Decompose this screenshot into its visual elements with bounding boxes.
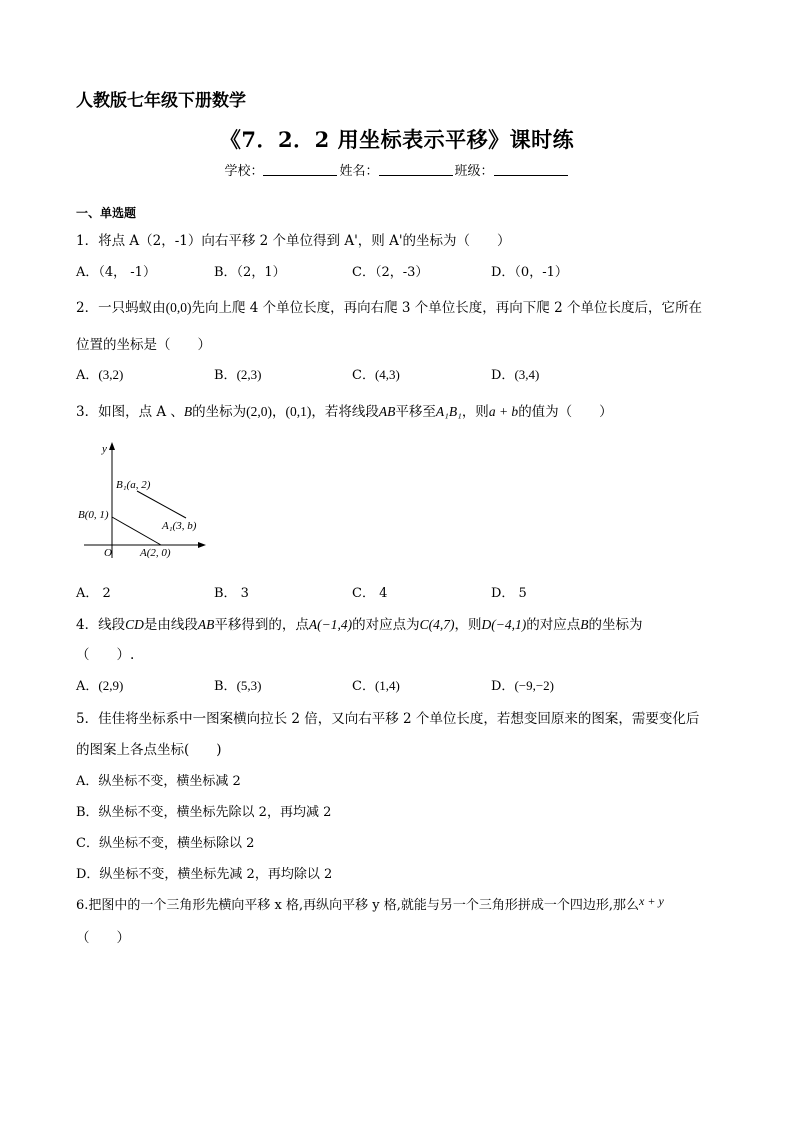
q3-comma: ， bbox=[272, 404, 286, 420]
q2-value-b: (2,3) bbox=[236, 367, 262, 382]
q3-text-f: 的值为（ ） bbox=[518, 404, 613, 420]
question-2-stem-line2: 位置的坐标是（ ） bbox=[76, 337, 211, 353]
q5-option-a[interactable]: A．纵坐标不变，横坐标减 2 bbox=[76, 774, 241, 789]
question-4-stem-line2: （ ）. bbox=[76, 647, 135, 663]
q4-value-d: (−9,−2) bbox=[514, 678, 555, 693]
q6-expression: x + y bbox=[639, 894, 664, 908]
q3-option-a[interactable]: A． 2 bbox=[76, 586, 111, 601]
origin-label: O bbox=[104, 547, 112, 559]
q3-var-b: B bbox=[183, 404, 193, 419]
question-6-stem-line2: （ ） bbox=[76, 930, 130, 946]
class-label: 班级： bbox=[454, 164, 494, 179]
segment-ab bbox=[112, 517, 161, 545]
publisher-heading: 人教版七年级下册数学 bbox=[76, 91, 246, 111]
q6-text-a: 6.把图中的一个三角形先横向平移 x 格,再纵向平移 y 格,就能与另一个三角形拼成一个四边形,那么 bbox=[76, 898, 640, 913]
question-4-stem-line1 bbox=[76, 613, 642, 633]
q3-text-b: 的坐标为 bbox=[192, 404, 247, 420]
y-axis-arrow bbox=[109, 442, 115, 450]
q4-value-a: (2,9) bbox=[98, 678, 124, 693]
q4-option-b[interactable] bbox=[214, 675, 261, 694]
q4-option-c[interactable] bbox=[352, 675, 400, 694]
class-blank[interactable] bbox=[494, 163, 568, 176]
q3-coord-a: (2,0) bbox=[246, 404, 273, 419]
q2-letter-d: D． bbox=[491, 368, 515, 383]
q4-point-a: A(−1,4) bbox=[308, 617, 353, 632]
q4-text-c: 平移得到的，点 bbox=[214, 617, 309, 633]
q3-segment-a1b1: A₁B₁ bbox=[435, 404, 462, 419]
q5-option-b[interactable]: B．纵坐标不变，横坐标先除以 2，再均减 2 bbox=[76, 805, 332, 820]
q4-value-c: (1,4) bbox=[374, 678, 400, 693]
q2-letter-c: C． bbox=[352, 368, 375, 383]
q4-letter-c: C． bbox=[352, 679, 375, 694]
q4-text-a: 4．线段 bbox=[76, 617, 126, 633]
school-blank[interactable] bbox=[263, 163, 337, 176]
label-a: A(2, 0) bbox=[140, 547, 171, 559]
label-a1: A₁(3, b) bbox=[162, 520, 197, 532]
q2-value-c: (4,3) bbox=[374, 367, 400, 382]
q3-text-a: 3．如图，点 A 、 bbox=[76, 404, 184, 420]
q2-letter-b: B． bbox=[214, 368, 237, 383]
q2-option-b[interactable] bbox=[214, 364, 261, 383]
q2-value-a: (3,2) bbox=[98, 367, 124, 382]
segment-a1b1 bbox=[137, 491, 186, 518]
q4-text-f: 的对应点 bbox=[526, 617, 581, 633]
q3-segment-ab: AB bbox=[378, 404, 396, 419]
question-5-stem-line1: 5．佳佳将坐标系中一图案横向拉长 2 倍，又向右平移 2 个单位长度，若想变回原来的图案，需要变化后 bbox=[76, 711, 700, 727]
q3-option-d[interactable]: D． 5 bbox=[491, 586, 527, 601]
q2-text-a: 2．一只蚂蚁由 bbox=[76, 300, 166, 316]
q1-option-b[interactable]: B．（2，1） bbox=[214, 265, 286, 280]
q3-text-c: ，若将线段 bbox=[311, 404, 379, 420]
q4-text-b: 是由线段 bbox=[143, 617, 198, 633]
q4-point-c: C(4,7) bbox=[419, 617, 455, 632]
label-b: B(0, 1) bbox=[78, 509, 109, 521]
page-title: 《7．2．2 用坐标表示平移》课时练 bbox=[219, 127, 575, 152]
q4-text-e: ，则 bbox=[454, 617, 482, 633]
q1-option-d[interactable]: D．（0，-1） bbox=[491, 265, 568, 280]
q3-option-b[interactable]: B． 3 bbox=[214, 586, 249, 601]
label-b1: B₁(a, 2) bbox=[116, 479, 151, 491]
q2-option-a[interactable] bbox=[76, 364, 123, 383]
question-5-stem-line2: 的图案上各点坐标( ) bbox=[76, 742, 222, 758]
y-axis-label: y bbox=[102, 443, 107, 455]
q4-var-b: B bbox=[580, 617, 589, 632]
q2-option-d[interactable] bbox=[491, 364, 539, 383]
question-6-stem-line1 bbox=[76, 894, 664, 913]
name-label: 姓名： bbox=[339, 164, 379, 179]
q3-coord-b: (0,1) bbox=[285, 404, 312, 419]
q4-letter-b: B． bbox=[214, 679, 237, 694]
q4-segment-cd: CD bbox=[125, 617, 144, 632]
student-info-line bbox=[0, 160, 794, 179]
q2-start-point: (0,0) bbox=[165, 300, 192, 315]
question-1-stem: 1．将点 A（2，-1）向右平移 2 个单位得到 A'，则 A'的坐标为（ ） bbox=[76, 233, 511, 249]
q4-text-d: 的对应点为 bbox=[352, 617, 420, 633]
question-2-stem-line1 bbox=[76, 296, 702, 316]
q4-text-g: 的坐标为 bbox=[588, 617, 643, 633]
x-axis-arrow bbox=[198, 542, 206, 548]
q4-segment-ab: AB bbox=[197, 617, 215, 632]
q4-value-b: (5,3) bbox=[236, 678, 262, 693]
q3-expression: a + b bbox=[488, 404, 519, 419]
q4-option-a[interactable] bbox=[76, 675, 123, 694]
q3-text-d: 平移至 bbox=[395, 404, 436, 420]
q2-value-d: (3,4) bbox=[514, 367, 540, 382]
q4-letter-a: A． bbox=[76, 679, 99, 694]
q1-option-a[interactable]: A．（4， -1） bbox=[76, 265, 156, 280]
q1-option-c[interactable]: C．（2，-3） bbox=[352, 265, 429, 280]
q2-text-b: 先向上爬 4 个单位长度，再向右爬 3 个单位长度，再向下爬 2 个单位长度后，它所在 bbox=[191, 300, 702, 316]
q3-option-c[interactable]: C． 4 bbox=[352, 586, 388, 601]
q3-text-e: ，则 bbox=[461, 404, 489, 420]
q3-coordinate-figure bbox=[76, 436, 211, 566]
section-heading: 一、单选题 bbox=[76, 206, 137, 220]
q2-option-c[interactable] bbox=[352, 364, 400, 383]
q4-option-d[interactable] bbox=[491, 675, 554, 694]
q5-option-d[interactable]: D．纵坐标不变，横坐标先减 2，再均除以 2 bbox=[76, 867, 333, 882]
q2-letter-a: A． bbox=[76, 368, 99, 383]
q4-point-d: D(−4,1) bbox=[481, 617, 527, 632]
name-blank[interactable] bbox=[379, 163, 453, 176]
q4-letter-d: D． bbox=[491, 679, 515, 694]
question-3-stem bbox=[76, 400, 613, 420]
q5-option-c[interactable]: C．纵坐标不变，横坐标除以 2 bbox=[76, 836, 255, 851]
school-label: 学校： bbox=[224, 164, 264, 179]
